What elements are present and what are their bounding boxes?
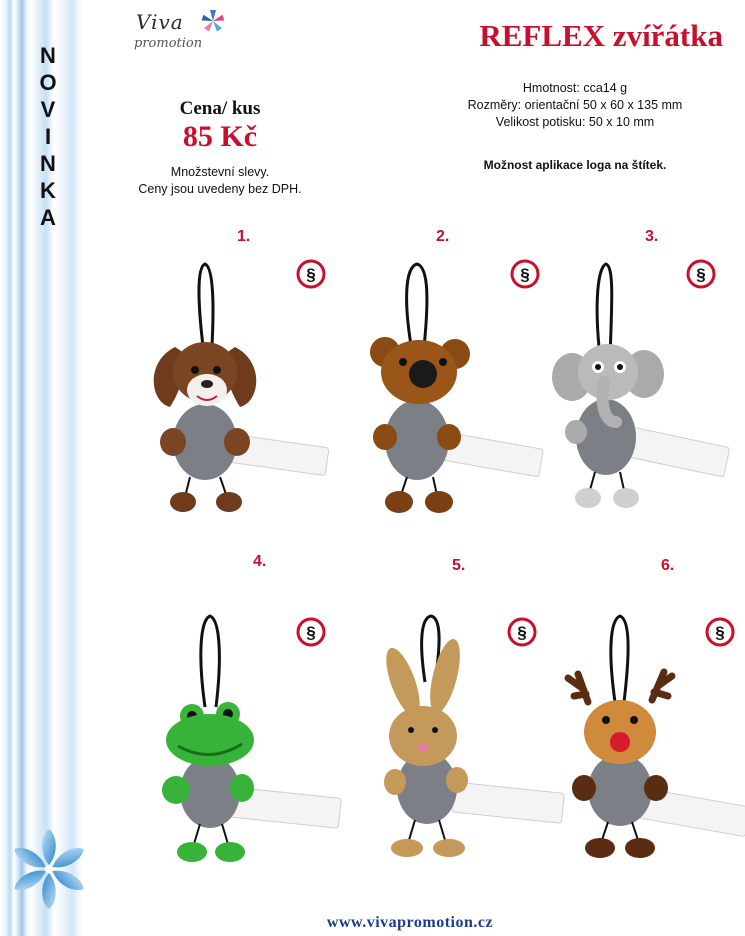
price-label: Cena/ kus xyxy=(179,98,261,119)
logo-star-icon xyxy=(200,8,226,34)
website-link[interactable]: www.vivapromotion.cz xyxy=(326,914,494,931)
svg-text:§: § xyxy=(715,623,725,642)
svg-text:§: § xyxy=(306,265,316,284)
price-note-line: Ceny jsou uvedeny bez DPH. xyxy=(138,182,302,196)
bear-toy-image xyxy=(355,262,555,522)
svg-text:§: § xyxy=(306,623,316,642)
banner-letter: N xyxy=(40,43,56,68)
logo-application-note: Možnost aplikace loga na štítek. xyxy=(483,158,667,172)
page-title: REFLEX zvířátka xyxy=(479,18,723,53)
product-number-3: 3. xyxy=(645,228,659,245)
product-number-2: 2. xyxy=(436,228,450,245)
price-value: 85 Kč xyxy=(182,120,258,153)
logo-text-top: Viva xyxy=(136,10,184,34)
spec-dimensions: Rozměry: orientační 50 x 60 x 135 mm xyxy=(467,98,683,112)
reindeer-toy-image xyxy=(560,612,745,872)
dog-toy-image xyxy=(135,262,335,522)
svg-text:§: § xyxy=(696,265,706,284)
frog-toy-image xyxy=(150,612,350,872)
spec-weight: Hmotnost: cca14 g xyxy=(522,81,628,95)
novinka-banner xyxy=(34,42,62,231)
banner-letter: N xyxy=(40,151,56,176)
company-logo xyxy=(134,6,244,56)
product-number-5: 5. xyxy=(452,557,466,574)
flower-icon xyxy=(6,826,92,912)
banner-letter: A xyxy=(40,205,56,230)
product-number-6: 6. xyxy=(661,557,675,574)
svg-text:§: § xyxy=(517,623,527,642)
specs-block xyxy=(430,80,720,131)
logo-text-bottom: promotion xyxy=(134,36,203,51)
price-note-line: Množstevní slevy. xyxy=(170,165,270,179)
banner-letter: O xyxy=(39,70,57,95)
price-note xyxy=(110,164,330,198)
svg-text:§: § xyxy=(520,265,530,284)
banner-letter: K xyxy=(40,178,56,203)
product-number-1: 1. xyxy=(237,228,251,245)
banner-letter: I xyxy=(44,124,52,149)
rabbit-toy-image xyxy=(375,612,575,872)
spec-print-size: Velikost potisku: 50 x 10 mm xyxy=(495,115,655,129)
banner-letter: V xyxy=(40,97,56,122)
elephant-toy-image xyxy=(540,262,740,522)
product-number-4: 4. xyxy=(253,553,267,570)
